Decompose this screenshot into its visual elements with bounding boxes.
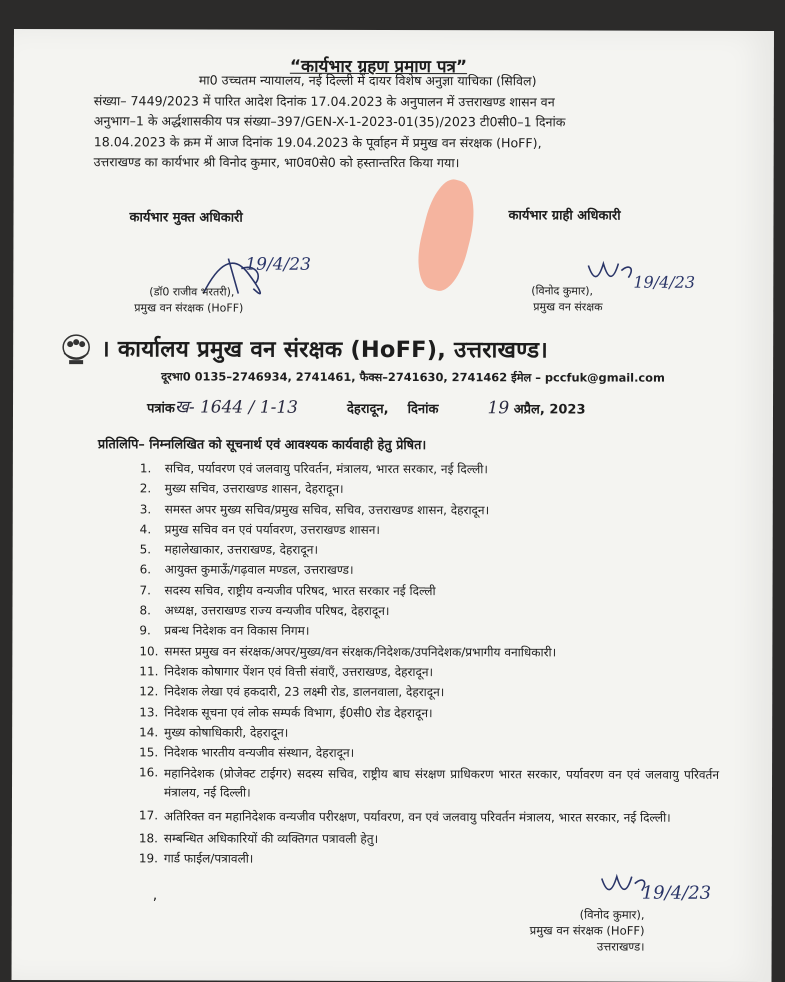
bottom-signature-date: 19/4/23 (641, 882, 712, 904)
paragraph-line: मा0 उच्चतम न्यायालय, नई दिल्ली में दायर विशेष अनुज्ञा याचिका (सिविल) (198, 72, 537, 89)
list-item (139, 643, 719, 661)
list-item (140, 562, 720, 580)
item-text: निदेशक सूचना एवं लोक सम्पर्क विभाग, ई0सी0 रोड देहरादून। (164, 704, 433, 720)
list-item (139, 830, 719, 848)
bottom-signature-designation: प्रमुख वन संरक्षक (HoFF) (529, 923, 645, 938)
item-number: 15. (139, 745, 159, 760)
item-text: मुख्य कोषाधिकारी, देहरादून। (164, 725, 289, 740)
left-signature-date: 19/4/23 (245, 254, 311, 275)
item-text: निदेशक भारतीय वन्यजीव संस्थान, देहरादून। (164, 745, 355, 761)
item-text: समस्त अपर मुख्य सचिव/प्रमुख सचिव, सचिव, उत्तराखण्ड शासन, देहरादून। (164, 501, 490, 517)
list-item (139, 724, 719, 742)
relieved-officer-label: कार्यभार मुक्त अधिकारी (129, 210, 243, 226)
handover-paragraph (94, 70, 694, 175)
item-text: आयुक्त कुमाऊँ/गढ़वाल मण्डल, उत्तराखण्ड। (164, 562, 354, 578)
bottom-signature-block (530, 906, 645, 954)
paragraph-line: अनुभाग–1 के अर्द्धशासकीय पत्र संख्या–397/GEN-X-1-2023-01(35)/2023 टी0सी0–1 दिनांक (93, 113, 566, 130)
item-number: 14. (139, 725, 159, 740)
paragraph-line: संख्या– 7449/2023 में पारित आदेश दिनांक 17.04.2023 के अनुपालन में उत्तराखण्ड शासन वन (93, 92, 555, 110)
item-text: अध्यक्ष, उत्तराखण्ड राज्य वन्यजीव परिषद, देहरादून। (164, 603, 390, 619)
place: देहरादून, (347, 401, 389, 417)
item-number: 9. (139, 623, 151, 638)
letter-no-label: पत्रांक (146, 401, 175, 417)
paragraph-line: 18.04.2023 के क्रम में आज दिनांक 19.04.2023 के पूर्वाहन में प्रमुख वन संरक्षक (HoFF), (93, 133, 542, 151)
copy-to-header: प्रतिलिपि– निम्नलिखित को सूचनार्थ एवं आवश्यक कार्यवाही हेतु प्रेषित। (97, 437, 427, 454)
item-number: 12. (139, 684, 159, 699)
item-number: 6. (139, 562, 152, 577)
item-number: 13. (139, 704, 159, 719)
item-number: 17. (138, 808, 159, 823)
item-text: प्रमुख सचिव वन एवं पर्यावरण, उत्तराखण्ड शासन। (164, 522, 380, 537)
list-item (139, 807, 719, 828)
ink-smudge (410, 175, 484, 295)
letter-reference-row (147, 394, 586, 418)
document-page (12, 29, 774, 982)
paragraph-line: उत्तराखण्ड का कार्यभार श्री विनोद कुमार, भा0व0से0 को हस्तान्तरित किया गया। (93, 154, 460, 171)
item-text: निदेशक लेखा एवं हकदारी, 23 लक्ष्मी रोड, डालनवाला, देहरादून। (164, 684, 445, 700)
list-item (140, 521, 720, 539)
item-text: निदेशक कोषागार पेंशन एवं वित्ती संवाएँ, उत्तराखण्ड, देहरादून। (164, 664, 434, 680)
list-item (140, 460, 720, 478)
list-item (140, 582, 720, 600)
item-number: 4. (139, 522, 152, 537)
item-text: समस्त प्रमुख वन संरक्षक/अपर/मुख्य/वन संरक्षक/निदेशक/उपनिदेशक/प्रभागीय वनाधिकारी। (164, 644, 557, 660)
date-day-handwritten: 19 (487, 398, 510, 419)
date-month-year: अप्रैल, 2023 (513, 402, 586, 418)
item-text: महानिदेशक (प्रोजेक्ट टाईगर) सदस्य सचिव, राष्ट्रीय बाघ संरक्षण प्राधिकरण भारत सरकार, पर्यावरण वन एवं जलवायु परिवर्तन मंत्रालय, नई दिल्ली। (163, 766, 720, 801)
right-signature-date: 19/4/23 (633, 272, 696, 292)
assuming-officer-label: कार्यभार ग्राही अधिकारी (508, 208, 621, 224)
document-title: “कार्यभार ग्रहण प्रमाण पत्र” (289, 56, 468, 78)
list-item (139, 851, 719, 869)
list-item (139, 602, 719, 620)
item-number: 7. (139, 583, 152, 598)
left-signature-name: (डॉ0 राजीव भरतरी), (149, 285, 235, 299)
office-header: । कार्यालय प्रमुख वन संरक्षक (HoFF), उत्तराखण्ड। (101, 336, 549, 364)
item-number: 18. (138, 831, 158, 846)
list-item (139, 623, 719, 641)
letter-no-handwritten: ख- 1644 / 1-13 (174, 397, 299, 418)
list-item (139, 684, 719, 702)
list-item (140, 501, 720, 519)
item-text: गार्ड फाईल/पत्रावली। (163, 851, 254, 866)
list-item (139, 704, 719, 722)
bottom-signature-state: उत्तराखण्ड। (596, 939, 645, 954)
item-number: 8. (139, 603, 151, 618)
item-text: सदस्य सचिव, राष्ट्रीय वन्यजीव परिषद, भारत सरकार नई दिल्ली (164, 583, 436, 598)
item-number: 3. (139, 501, 152, 516)
date-label: दिनांक (407, 402, 439, 418)
item-text: प्रबन्ध निदेशक वन विकास निगम। (164, 623, 310, 639)
item-number: 10. (139, 644, 159, 659)
recipient-list (139, 460, 720, 872)
item-number: 19. (138, 851, 158, 866)
list-item (140, 481, 720, 499)
item-text: महालेखाकार, उत्तराखण्ड, देहरादून। (164, 542, 319, 557)
item-number: 1. (139, 461, 152, 476)
stray-mark: , (152, 887, 158, 904)
item-number: 5. (139, 542, 152, 557)
list-item (139, 744, 719, 762)
item-number: 16. (139, 765, 159, 780)
right-signature-designation: प्रमुख वन संरक्षक (533, 300, 603, 314)
right-signature-name: (विनोद कुमार), (531, 284, 594, 298)
item-number: 2. (139, 481, 152, 496)
office-contacts: दूरभा0 0135–2746934, 2741461, फैक्स–2741630, 2741462 ईमेल – pccfuk@gmail.com (161, 369, 665, 385)
item-text: मुख्य सचिव, उत्तराखण्ड शासन, देहरादून। (164, 481, 344, 497)
item-text: अतिरिक्त वन महानिदेशक वन्यजीव परीरक्षण, पर्यावरण, वन एवं जलवायु परिवर्तन मंत्रालय, भारत सरकार, नई दिल्ली। (163, 809, 671, 825)
bottom-signature-name: (विनोद कुमार), (579, 907, 645, 922)
left-signature-designation: प्रमुख वन संरक्षक (HoFF) (134, 301, 244, 315)
list-item (139, 765, 719, 805)
item-text: सम्बन्धित अधिकारियों की व्यक्तिगत पत्रावली हेतु। (163, 831, 379, 847)
uttarakhand-emblem-icon (56, 329, 96, 369)
item-text: सचिव, पर्यावरण एवं जलवायु परिवर्तन, मंत्रालय, भारत सरकार, नई दिल्ली। (164, 461, 488, 477)
item-number: 11. (139, 664, 159, 679)
list-item (139, 663, 719, 681)
list-item (140, 542, 720, 560)
